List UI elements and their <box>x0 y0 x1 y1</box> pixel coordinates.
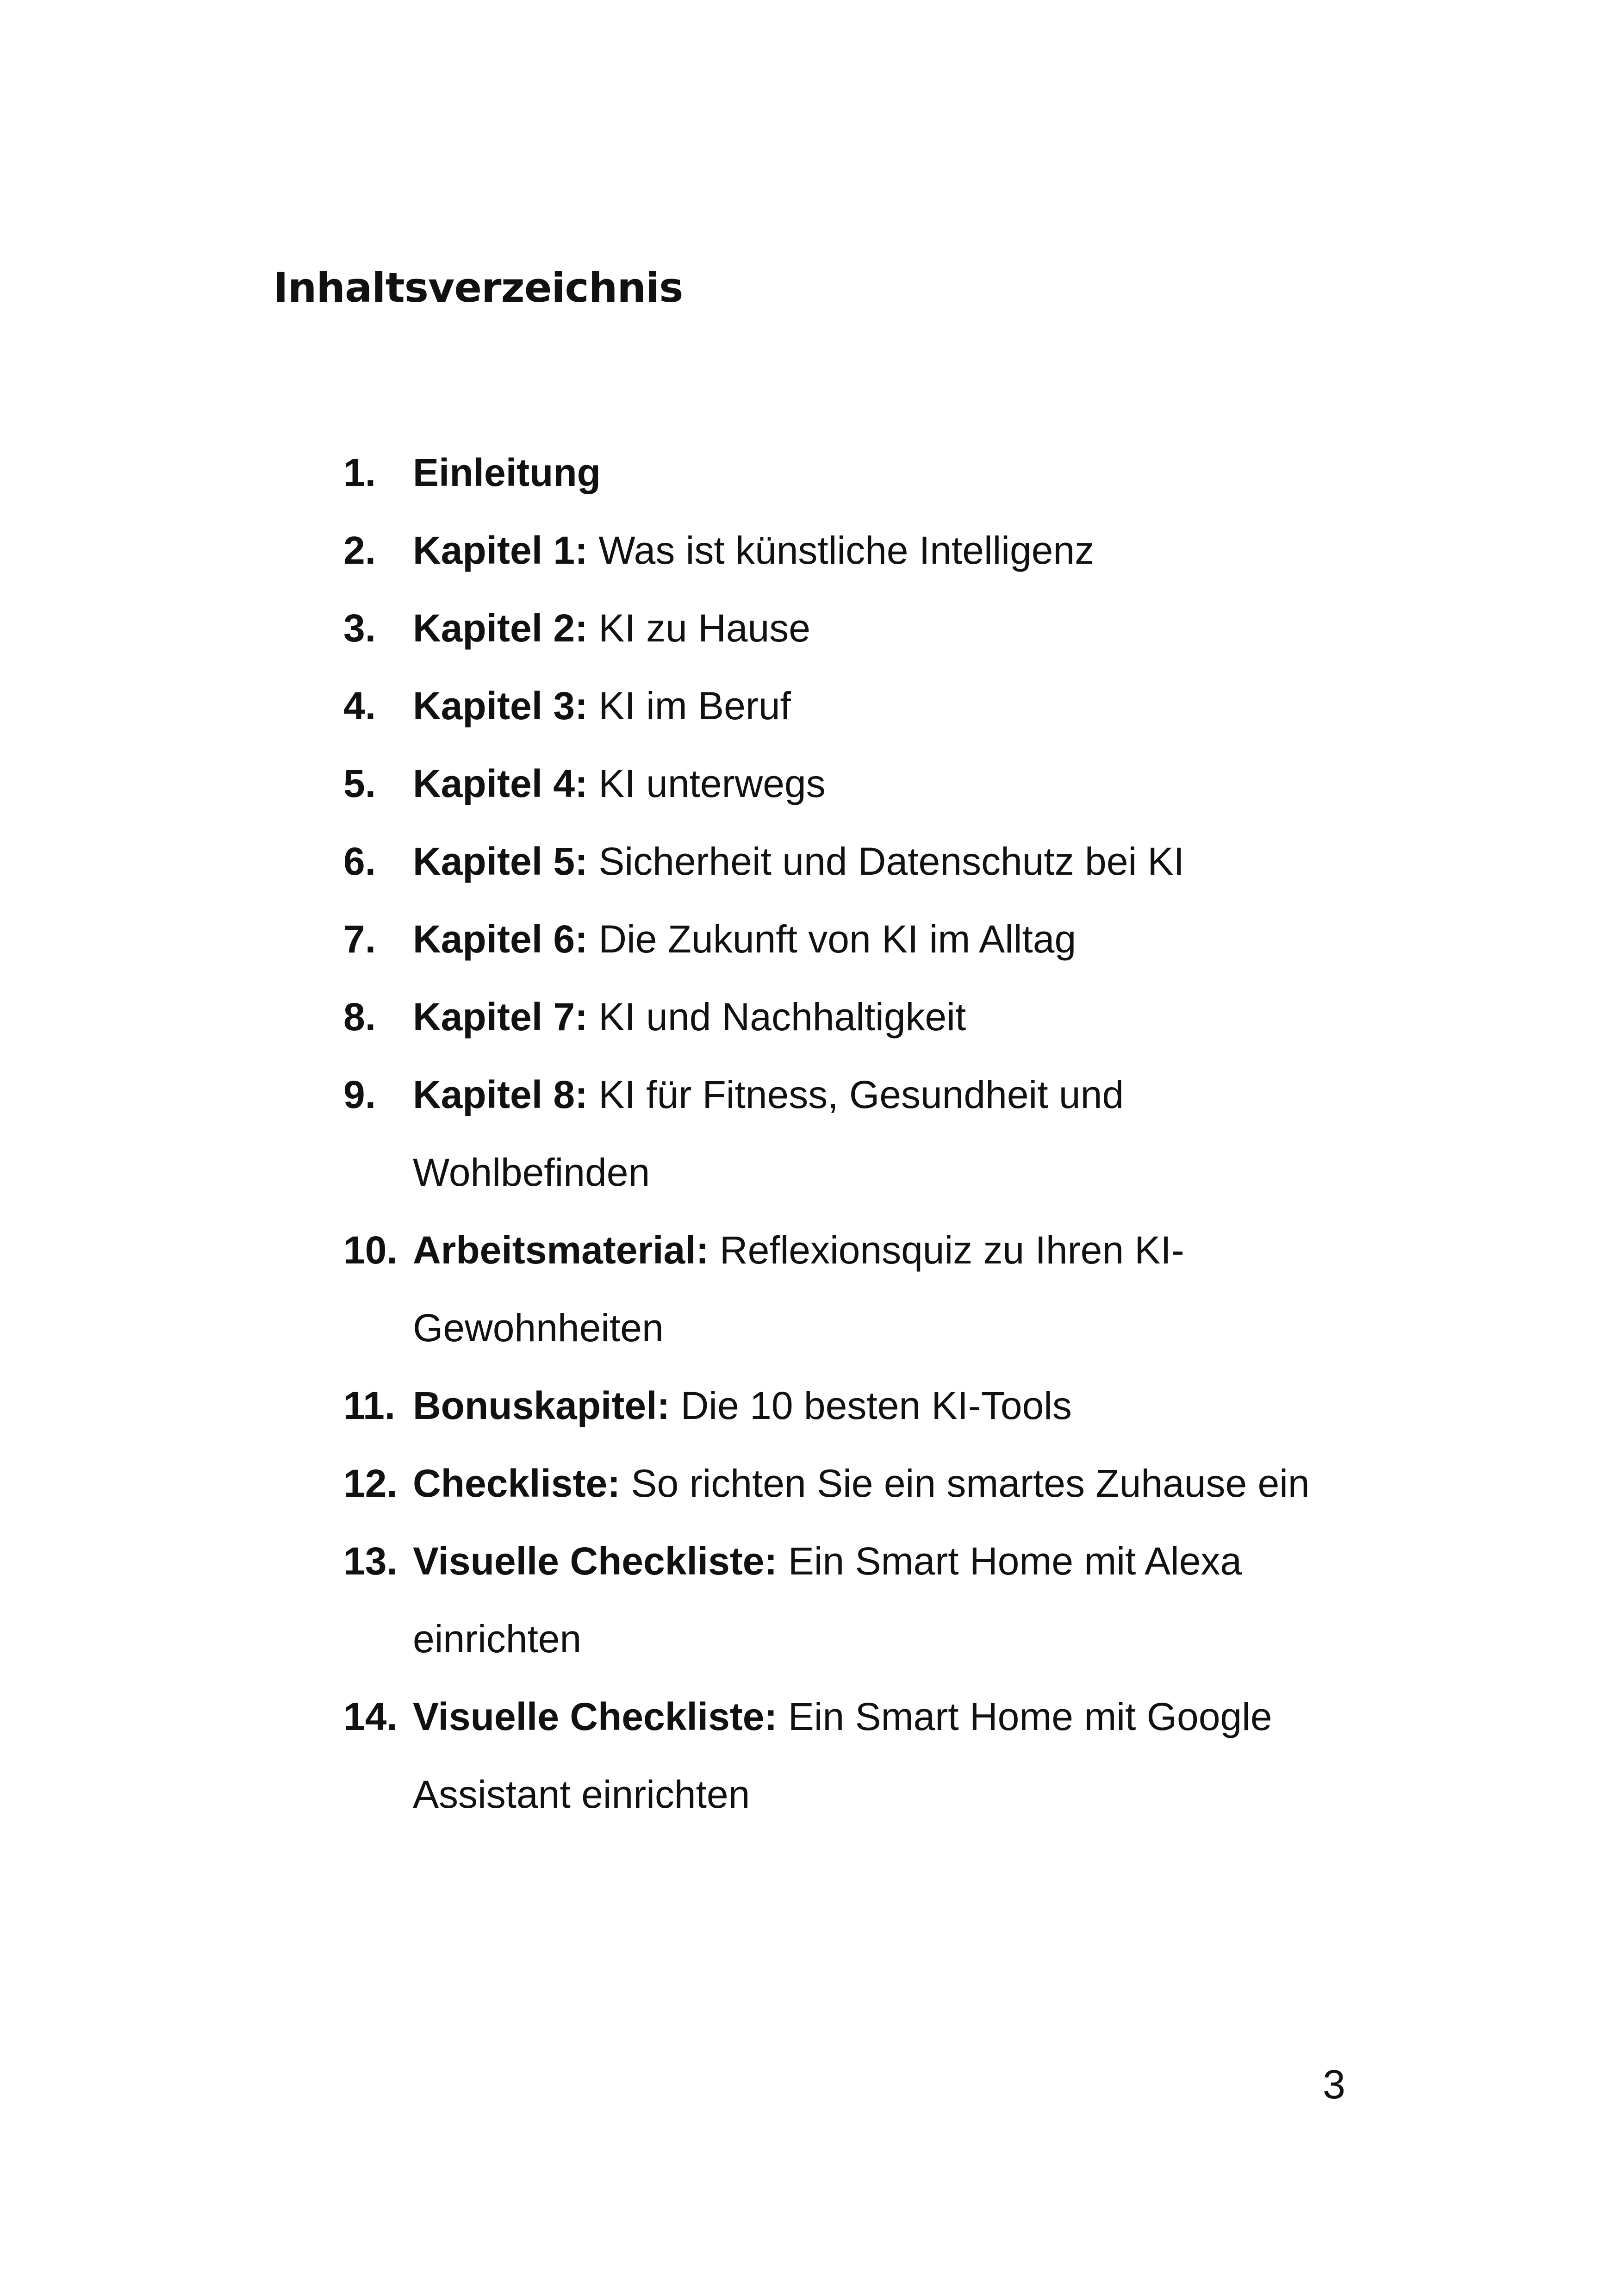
toc-item-text: KI und Nachhaltigkeit <box>588 995 966 1039</box>
toc-item-label: Visuelle Checkliste: <box>413 1539 778 1583</box>
toc-item-label: Checkliste: <box>413 1462 621 1505</box>
toc-item-number: 13. <box>343 1539 398 1583</box>
toc-item-text: Die Zukunft von KI im Alltag <box>588 917 1077 961</box>
toc-item <box>343 1678 1362 1833</box>
toc-item-text: Ein Smart Home mit Alexa einrichten <box>413 1539 1242 1661</box>
toc-item <box>343 822 1362 900</box>
toc-item <box>343 745 1362 822</box>
toc-item-label: Visuelle Checkliste: <box>413 1695 778 1738</box>
toc-item-number: 3. <box>343 606 376 650</box>
toc-item <box>343 589 1362 667</box>
toc-item-text: Die 10 besten KI-Tools <box>670 1384 1072 1427</box>
toc-item <box>343 900 1362 978</box>
toc-item-text: KI im Beruf <box>588 684 791 728</box>
toc-item-text: Was ist künstliche Intelligenz <box>588 529 1095 572</box>
toc-item-text: So richten Sie ein smartes Zuhause ein <box>620 1462 1310 1505</box>
toc-item-label: Kapitel 8: <box>413 1073 588 1116</box>
page-title: Inhaltsverzeichnis <box>273 264 683 311</box>
toc-item-number: 14. <box>343 1695 398 1738</box>
page-number: 3 <box>1323 2061 1345 2107</box>
toc-item-label: Einleitung <box>413 451 601 494</box>
toc-item-number: 8. <box>343 995 376 1039</box>
toc-item-label: Kapitel 6: <box>413 917 588 961</box>
toc-item-text: KI für Fitness, Gesundheit und Wohlbefinden <box>413 1073 1124 1194</box>
toc-item <box>343 434 1362 511</box>
toc-item <box>343 511 1362 589</box>
toc-item <box>343 1522 1362 1678</box>
toc-item-number: 10. <box>343 1228 398 1272</box>
toc-item <box>343 1211 1362 1367</box>
toc-item-number: 2. <box>343 529 376 572</box>
toc-item-text: KI unterwegs <box>588 762 826 805</box>
toc-item <box>343 1444 1362 1522</box>
toc-item-label: Kapitel 5: <box>413 840 588 883</box>
toc-item-number: 7. <box>343 917 376 961</box>
toc-item-number: 5. <box>343 762 376 805</box>
toc-item-label: Arbeitsmaterial: <box>413 1228 709 1272</box>
table-of-contents <box>343 434 1362 1833</box>
toc-item <box>343 667 1362 745</box>
toc-item <box>343 978 1362 1056</box>
toc-item <box>343 1056 1362 1211</box>
toc-item-label: Kapitel 2: <box>413 606 588 650</box>
toc-item-number: 6. <box>343 840 376 883</box>
toc-item-text: Reflexionsquiz zu Ihren KI-Gewohnheiten <box>413 1228 1184 1350</box>
toc-item-number: 4. <box>343 684 376 728</box>
toc-item-number: 1. <box>343 451 376 494</box>
toc-item-label: Kapitel 1: <box>413 529 588 572</box>
toc-item-text: Sicherheit und Datenschutz bei KI <box>588 840 1184 883</box>
toc-item-label: Kapitel 7: <box>413 995 588 1039</box>
toc-item-text: Ein Smart Home mit Google Assistant einrichten <box>413 1695 1272 1816</box>
toc-item <box>343 1367 1362 1444</box>
toc-item-text: KI zu Hause <box>588 606 811 650</box>
toc-item-label: Kapitel 3: <box>413 684 588 728</box>
toc-item-number: 11. <box>343 1384 396 1427</box>
toc-item-label: Bonuskapitel: <box>413 1384 670 1427</box>
toc-item-label: Kapitel 4: <box>413 762 588 805</box>
toc-item-number: 12. <box>343 1462 398 1505</box>
toc-item-number: 9. <box>343 1073 376 1116</box>
